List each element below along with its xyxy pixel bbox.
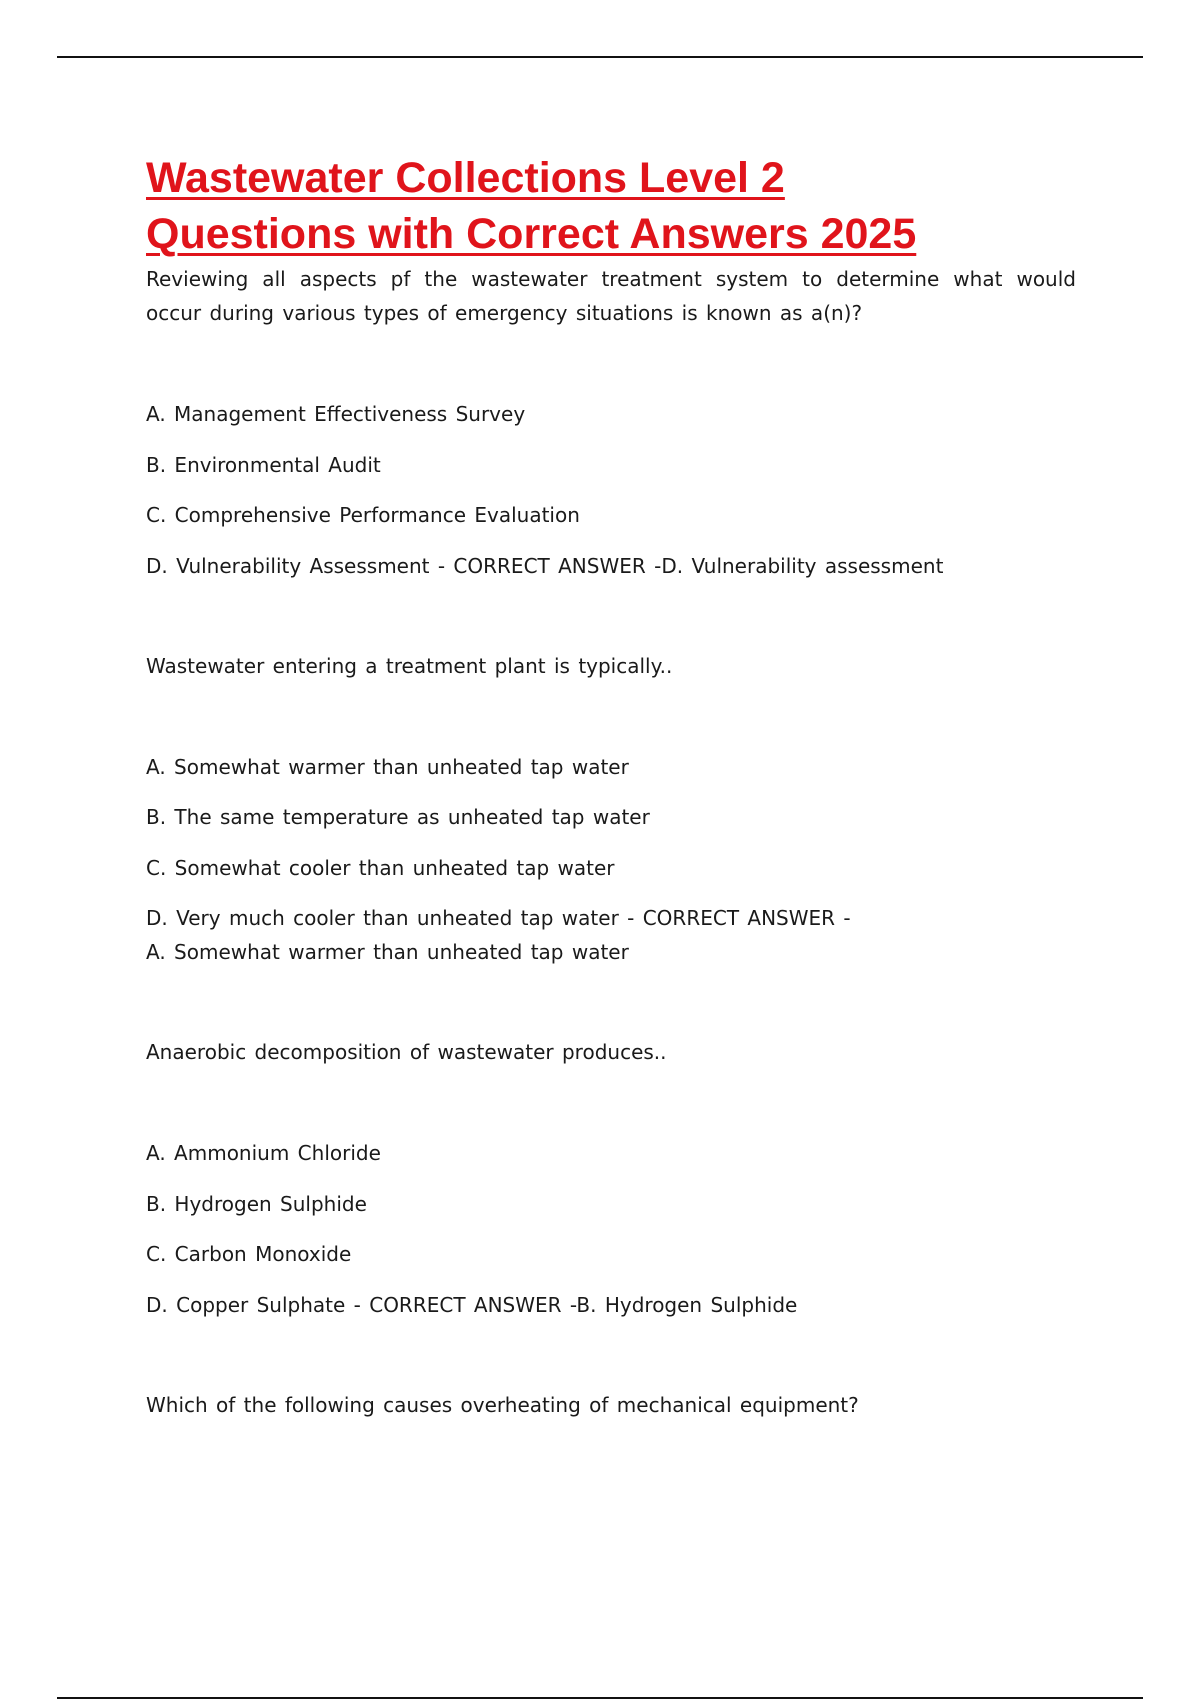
question-3-option-d-answer: D. Copper Sulphate - CORRECT ANSWER -B. Hydrogen Sulphide xyxy=(146,1292,798,1317)
question-2-options xyxy=(146,750,1076,970)
question-1-option-b: B. Environmental Audit xyxy=(146,452,381,477)
question-2-option-a: A. Somewhat warmer than unheated tap water xyxy=(146,754,629,779)
question-1-option-d-answer: D. Vulnerability Assessment - CORRECT ANSWER -D. Vulnerability assessment xyxy=(146,553,944,578)
question-2-text: Wastewater entering a treatment plant is typically.. xyxy=(146,653,673,678)
question-3-options xyxy=(146,1136,1076,1322)
question-2-option-b: B. The same temperature as unheated tap water xyxy=(146,805,650,829)
question-2-option-d-line-2: A. Somewhat warmer than unheated tap water xyxy=(146,940,629,964)
title-line-1: Wastewater Collections Level 2 xyxy=(146,154,785,202)
question-1-text: Reviewing all aspects pf the wastewater treatment system to determine what would occur during various types of emergency situations is known as a(n)? xyxy=(146,267,1076,325)
question-2-option-c: C. Somewhat cooler than unheated tap water xyxy=(146,855,615,880)
question-1-option-a: A. Management Effectiveness Survey xyxy=(146,402,526,426)
question-1-options xyxy=(146,397,1076,583)
question-4-text: Which of the following causes overheating of mechanical equipment? xyxy=(146,1392,859,1417)
title-line-2: Questions with Correct Answers 2025 xyxy=(146,210,917,258)
question-2-option-d-answer xyxy=(146,901,1076,969)
document-title xyxy=(146,150,1076,262)
question-2-option-d-line-1: D. Very much cooler than unheated tap water - CORRECT ANSWER - xyxy=(146,906,851,930)
question-3-option-a: A. Ammonium Chloride xyxy=(146,1141,381,1165)
header-rule xyxy=(57,56,1143,58)
question-1-option-c: C. Comprehensive Performance Evaluation xyxy=(146,503,580,527)
footer-rule xyxy=(57,1697,1143,1699)
question-3-option-c: C. Carbon Monoxide xyxy=(146,1242,352,1266)
document-body xyxy=(146,150,1076,1422)
question-3-option-b: B. Hydrogen Sulphide xyxy=(146,1191,367,1216)
question-3-text: Anaerobic decomposition of wastewater produces.. xyxy=(146,1040,667,1064)
